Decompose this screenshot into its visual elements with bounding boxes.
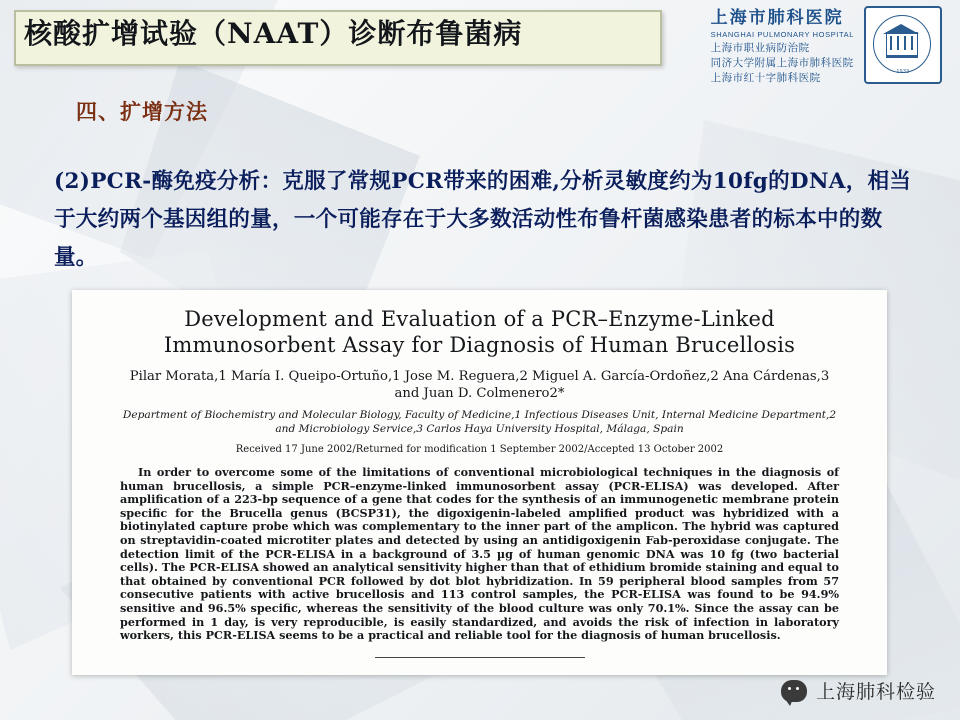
logo-text-block bbox=[711, 6, 854, 85]
page-title: 核酸扩增试验（NAAT）诊断布鲁菌病 bbox=[24, 17, 523, 50]
crest-year: 1933 bbox=[896, 69, 910, 75]
hospital-logo bbox=[711, 6, 942, 85]
paper-divider bbox=[375, 657, 585, 658]
wechat-icon bbox=[781, 680, 807, 702]
logo-alt-name-1: 上海市职业病防治院 bbox=[710, 41, 810, 54]
paper-title: Development and Evaluation of a PCR–Enzyme-Linked Immunosorbent Assay for Diagnosis of Human Brucellosis bbox=[163, 307, 796, 357]
hospital-crest-icon bbox=[864, 6, 942, 84]
watermark-label: 上海肺科检验 bbox=[815, 681, 936, 703]
logo-name-cn: 上海市肺科医院 bbox=[710, 8, 844, 28]
paper-affiliations: Department of Biochemistry and Molecular Biology, Faculty of Medicine,1 Infectious Diseases Unit, Internal Medicine Department,2 and Microbiology Service,3 Carlos Haya University Hospital, Málaga, Spain bbox=[122, 409, 837, 435]
footer-watermark bbox=[781, 677, 936, 704]
logo-name-en: SHANGHAI PULMONARY HOSPITAL bbox=[710, 30, 854, 40]
body-paragraph: (2)PCR-酶免疫分析：克服了常规PCR带来的困难,分析灵敏度约为10fg的DNA，相当于大约两个基因组的量，一个可能存在于大多数活动性布鲁杆菌感染患者的标本中的数量。 bbox=[54, 169, 912, 270]
section-heading: 四、扩增方法 bbox=[76, 99, 208, 124]
logo-alt-name-2: 同济大学附属上海市肺科医院 bbox=[710, 56, 854, 69]
paper-abstract: In order to overcome some of the limitations of conventional microbiological techniques in the diagnosis of human brucellosis, a simple PCR–enzyme-linked immunosorbent assay (PCR-ELISA) was developed. After amplification of a 223-bp sequence of a gene that codes for the synthesis of an immunogenetic membrane protein specific for the Brucella genus (BCSP31), the digoxigenin-labeled amplified product was hybridized with a biotinylated capture probe which was complementary to the inner part of the amplicon. The hybrid was captured on streptavidin-coated microtiter plates and detected by using an antidigoxigenin Fab-peroxidase conjugate. The detection limit of the PCR-ELISA in a background of 3.5 µg of human genomic DNA was 10 fg (two bacterial cells). The PCR-ELISA showed an analytical sensitivity higher than that of ethidium bromide staining and equal to that obtained by conventional PCR followed by dot blot hybridization. In 59 peripheral blood samples from 57 consecutive patients with active brucellosis and 113 control samples, the PCR-ELISA was found to be 94.9% sensitive and 96.5% specific, whereas the sensitivity of the blood culture was only 70.1%. Since the assay can be performed in 1 day, is very reproducible, is easily standardized, and avoids the risk of infection in laboratory workers, this PCR-ELISA seems to be a practical and reliable tool for the diagnosis of human brucellosis. bbox=[120, 465, 840, 643]
paper-figure bbox=[72, 290, 887, 675]
logo-alt-name-3: 上海市红十字肺科医院 bbox=[710, 71, 821, 84]
paper-received-line: Received 17 June 2002/Returned for modification 1 September 2002/Accepted 13 October 2002 bbox=[235, 444, 724, 455]
paper-authors: Pilar Morata,1 María I. Queipo-Ortuño,1 Jose M. Reguera,2 Miguel A. García-Ordoñez,2 Ana Cárdenas,3 and Juan D. Colmenero2* bbox=[129, 369, 830, 401]
